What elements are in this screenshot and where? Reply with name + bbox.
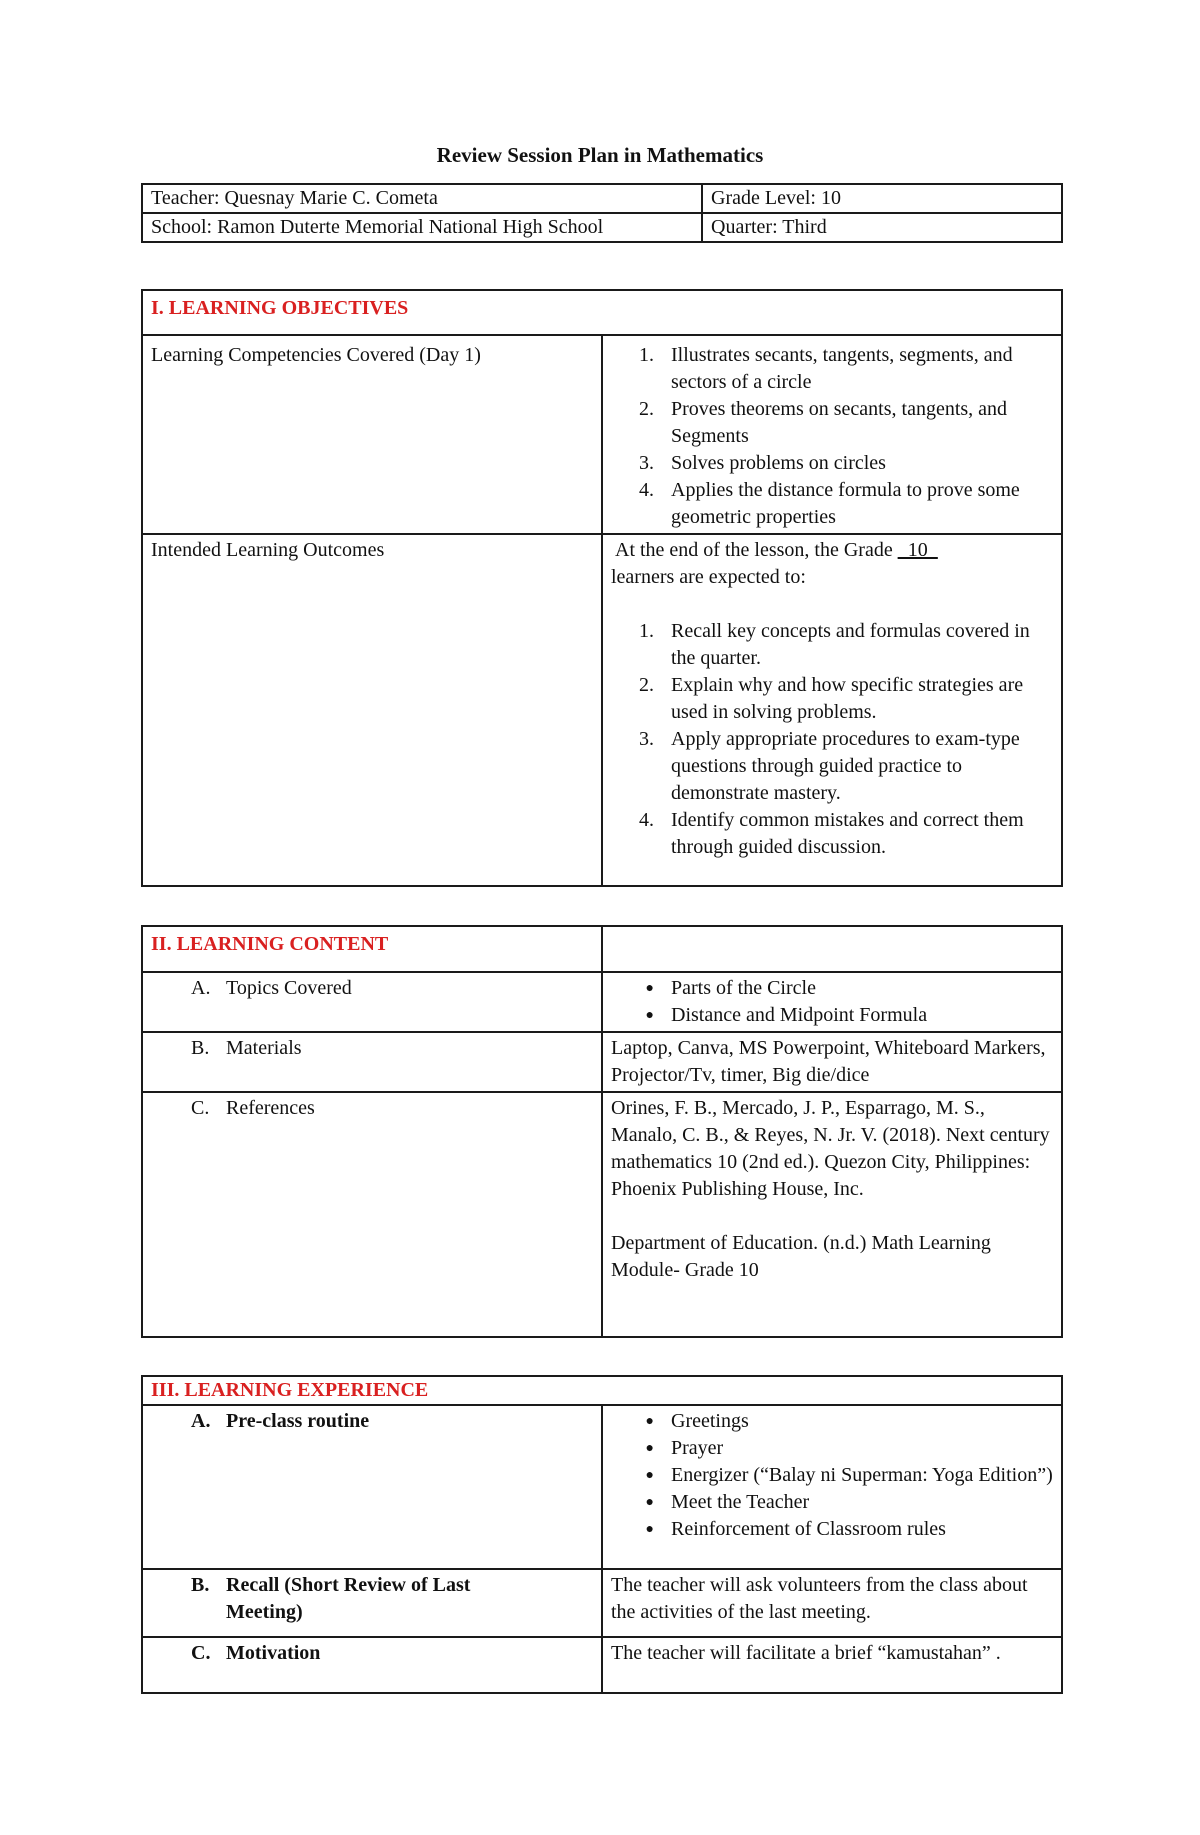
references-cell: [602, 1092, 1062, 1337]
list-item: ● Reinforcement of Classroom rules: [645, 1518, 946, 1540]
quarter-cell: Quarter: Third: [702, 213, 1062, 242]
competencies-list: [602, 335, 1062, 534]
outcomes-label: Intended Learning Outcomes: [142, 534, 602, 886]
list-item: ● Energizer (“Balay ni Superman: Yoga Edition”): [645, 1464, 1053, 1486]
materials-label: Materials: [226, 1037, 302, 1059]
topics-list: [602, 972, 1062, 1032]
references-label-cell: C. References: [142, 1092, 602, 1337]
references-label: References: [226, 1097, 315, 1119]
list-item: ● Distance and Midpoint Formula: [645, 1004, 928, 1026]
list-item: 3. Solves problems on circles: [639, 452, 886, 474]
list-item: ● Meet the Teacher: [645, 1491, 810, 1513]
list-item: 4. Applies the distance formula to prove some geometric properties: [639, 479, 1020, 528]
competencies-label: Learning Competencies Covered (Day 1): [142, 335, 602, 534]
list-item: 1. Illustrates secants, tangents, segments, and sectors of a circle: [639, 344, 1013, 393]
teacher-cell: Teacher: Quesnay Marie C. Cometa: [142, 184, 702, 213]
header-table: [141, 183, 1063, 243]
content-heading-blank: [602, 926, 1062, 972]
preclass-list: [602, 1405, 1062, 1569]
motivation-label-cell: C. Motivation: [142, 1637, 602, 1693]
reference-2: Department of Education. (n.d.) Math Learning Module- Grade 10: [611, 1232, 991, 1281]
recall-text: The teacher will ask volunteers from the class about the activities of the last meeting.: [602, 1569, 1062, 1637]
list-item: ● Parts of the Circle: [645, 977, 816, 999]
content-heading: II. LEARNING CONTENT: [142, 926, 602, 972]
materials-text: Laptop, Canva, MS Powerpoint, Whiteboard Markers, Projector/Tv, timer, Big die/dice: [602, 1032, 1062, 1092]
experience-table: [141, 1375, 1063, 1694]
list-item: ● Prayer: [645, 1437, 724, 1459]
materials-label-cell: B. Materials: [142, 1032, 602, 1092]
outcomes-cell: [602, 534, 1062, 886]
motivation-text: The teacher will facilitate a brief “kamustahan” .: [602, 1637, 1062, 1693]
outcomes-intro-2: learners are expected to:: [611, 566, 806, 588]
page-title: Review Session Plan in Mathematics: [436, 143, 764, 167]
experience-heading: III. LEARNING EXPERIENCE: [142, 1376, 1062, 1405]
outcomes-intro: At the end of the lesson, the Grade _10_: [615, 539, 938, 561]
list-item: 2. Explain why and how specific strategies are used in solving problems.: [639, 674, 1024, 723]
preclass-label: Pre-class routine: [226, 1410, 370, 1432]
objectives-heading: I. LEARNING OBJECTIVES: [142, 290, 1062, 335]
list-item: 1. Recall key concepts and formulas covered in the quarter.: [639, 620, 1030, 669]
topics-label-cell: A. Topics Covered: [142, 972, 602, 1032]
school-cell: School: Ramon Duterte Memorial National High School: [142, 213, 702, 242]
recall-label: Recall (Short Review of Last Meeting): [226, 1574, 471, 1623]
list-item: ● Greetings: [645, 1410, 749, 1432]
content-table: [141, 925, 1063, 1338]
objectives-table: [141, 289, 1063, 887]
list-item: 3. Apply appropriate procedures to exam-type questions through guided practice to demonstrate mastery.: [639, 728, 1020, 804]
topics-label: Topics Covered: [226, 977, 352, 999]
preclass-label-cell: A. Pre-class routine: [142, 1405, 602, 1569]
recall-label-cell: B. Recall (Short Review of Last Meeting): [142, 1569, 602, 1637]
motivation-label: Motivation: [226, 1642, 321, 1664]
list-item: 2. Proves theorems on secants, tangents, and Segments: [639, 398, 1008, 447]
reference-1: Orines, F. B., Mercado, J. P., Esparrago, M. S., Manalo, C. B., & Reyes, N. Jr. V. (2018). Next century mathematics 10 (2nd ed.). Quezon City, Philippines: Phoenix Publishing House, Inc.: [611, 1097, 1050, 1200]
list-item: 4. Identify common mistakes and correct them through guided discussion.: [639, 809, 1024, 858]
grade-blank: _10_: [897, 539, 938, 561]
grade-level-cell: Grade Level: 10: [702, 184, 1062, 213]
